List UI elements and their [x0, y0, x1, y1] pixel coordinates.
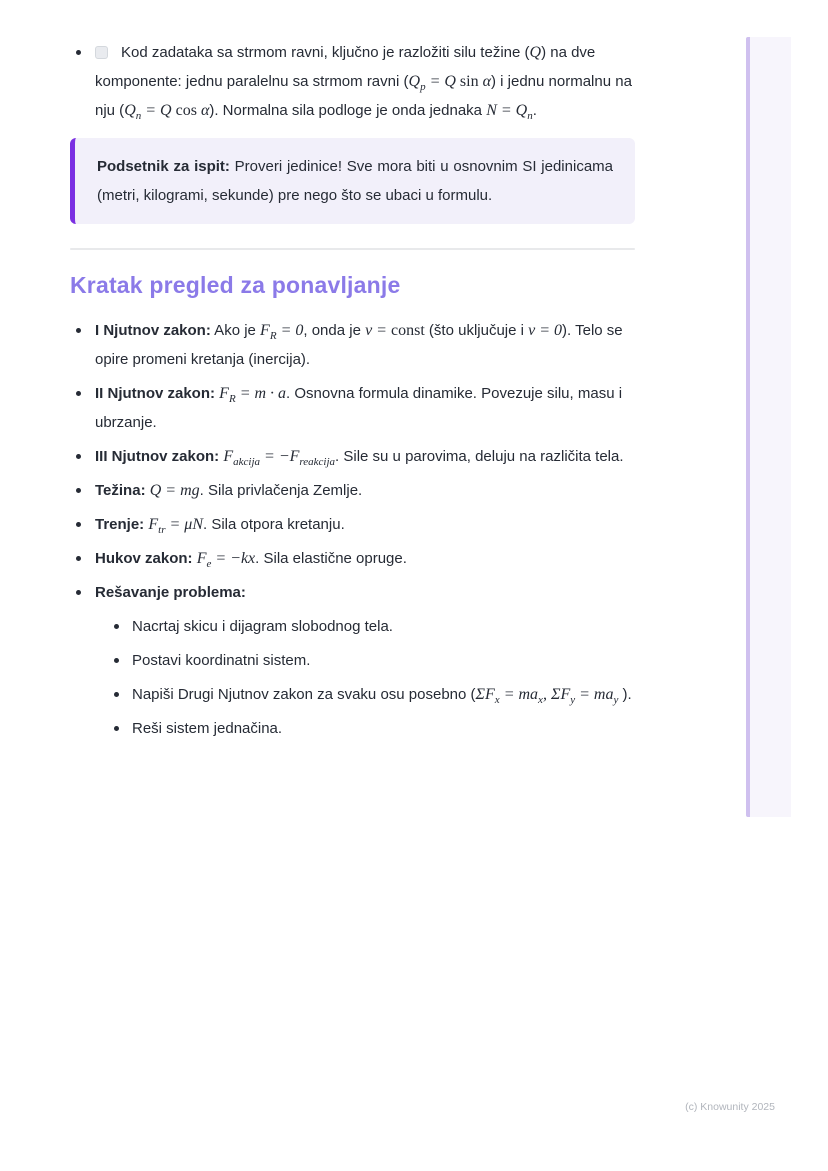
- list-item: [70, 379, 635, 437]
- checklist-item-text: Kod zadataka sa strmom ravni, ključno je razložiti silu težine (Q) na dve komponente: jednu paralelnu sa strmom ravni ($Q_p = Q$ sin α) i jednu normalnu na nju ($Q_n = Q$ cos α). Normalna sila podloge je onda jednaka $N = Q_n$.: [95, 44, 632, 123]
- sub-list-item: [105, 612, 635, 641]
- footer-copyright: (c) Knowunity 2025: [685, 1101, 775, 1113]
- list-item: [70, 442, 635, 471]
- sub-list-item-text: Napiši Drugi Njutnov zakon za svaku osu posebno ($\Sigma F_x = ma_x$, $\Sigma F_y = ma_y$ ).: [132, 686, 632, 707]
- list-item: [70, 578, 635, 743]
- checkbox[interactable]: [95, 46, 108, 59]
- review-list: [70, 316, 635, 743]
- document-page: [70, 38, 635, 748]
- list-item: [70, 316, 635, 374]
- list-item: [70, 476, 635, 505]
- list-item-text: Trenje: $F_{tr} = \mu N$. Sila otpora kretanju.: [95, 516, 345, 537]
- callout-text: Podsetnik za ispit: Proveri jedinice! Sve mora biti u osnovnim SI jedinicama (metri, kilogrami, sekunde) pre nego što se ubaci u formulu.: [97, 158, 613, 204]
- sub-list-item: [105, 646, 635, 675]
- sub-list-item: [105, 680, 635, 709]
- next-page-edge: [746, 37, 791, 817]
- exam-reminder-callout: [70, 138, 635, 224]
- sub-list-item-text: Postavi koordinatni sistem.: [132, 652, 311, 669]
- list-item-text: Hukov zakon: $F_e = -kx$. Sila elastične opruge.: [95, 550, 407, 571]
- list-item: [70, 544, 635, 573]
- sub-list-item: [105, 714, 635, 743]
- sub-list-item-text: Reši sistem jednačina.: [132, 720, 283, 737]
- checklist-item: [70, 38, 635, 125]
- list-item-text: III Njutnov zakon: $F_{akcija} = -F_{reakcija}$. Sile su u parovima, deluju na različita tela.: [95, 448, 624, 469]
- list-item-text: Težina: Q = mg. Sila privlačenja Zemlje.: [95, 482, 363, 499]
- sub-list-item-text: Nacrtaj skicu i dijagram slobodnog tela.: [132, 618, 393, 635]
- sub-list: [105, 612, 635, 743]
- list-item: [70, 510, 635, 539]
- checklist: [70, 38, 635, 125]
- list-item-text: II Njutnov zakon: $F_R = m \cdot a$. Osnovna formula dinamike. Povezuje silu, masu i ubrzanje.: [95, 385, 623, 431]
- section-divider: [70, 248, 635, 250]
- list-item-text: I Njutnov zakon: Ako je $F_R = 0$, onda je v = const (što uključuje i v = 0). Telo se opire promeni kretanja (inercija).: [95, 322, 623, 368]
- section-heading: Kratak pregled za ponavljanje: [70, 272, 401, 298]
- list-item-text: Rešavanje problema:: [95, 584, 246, 601]
